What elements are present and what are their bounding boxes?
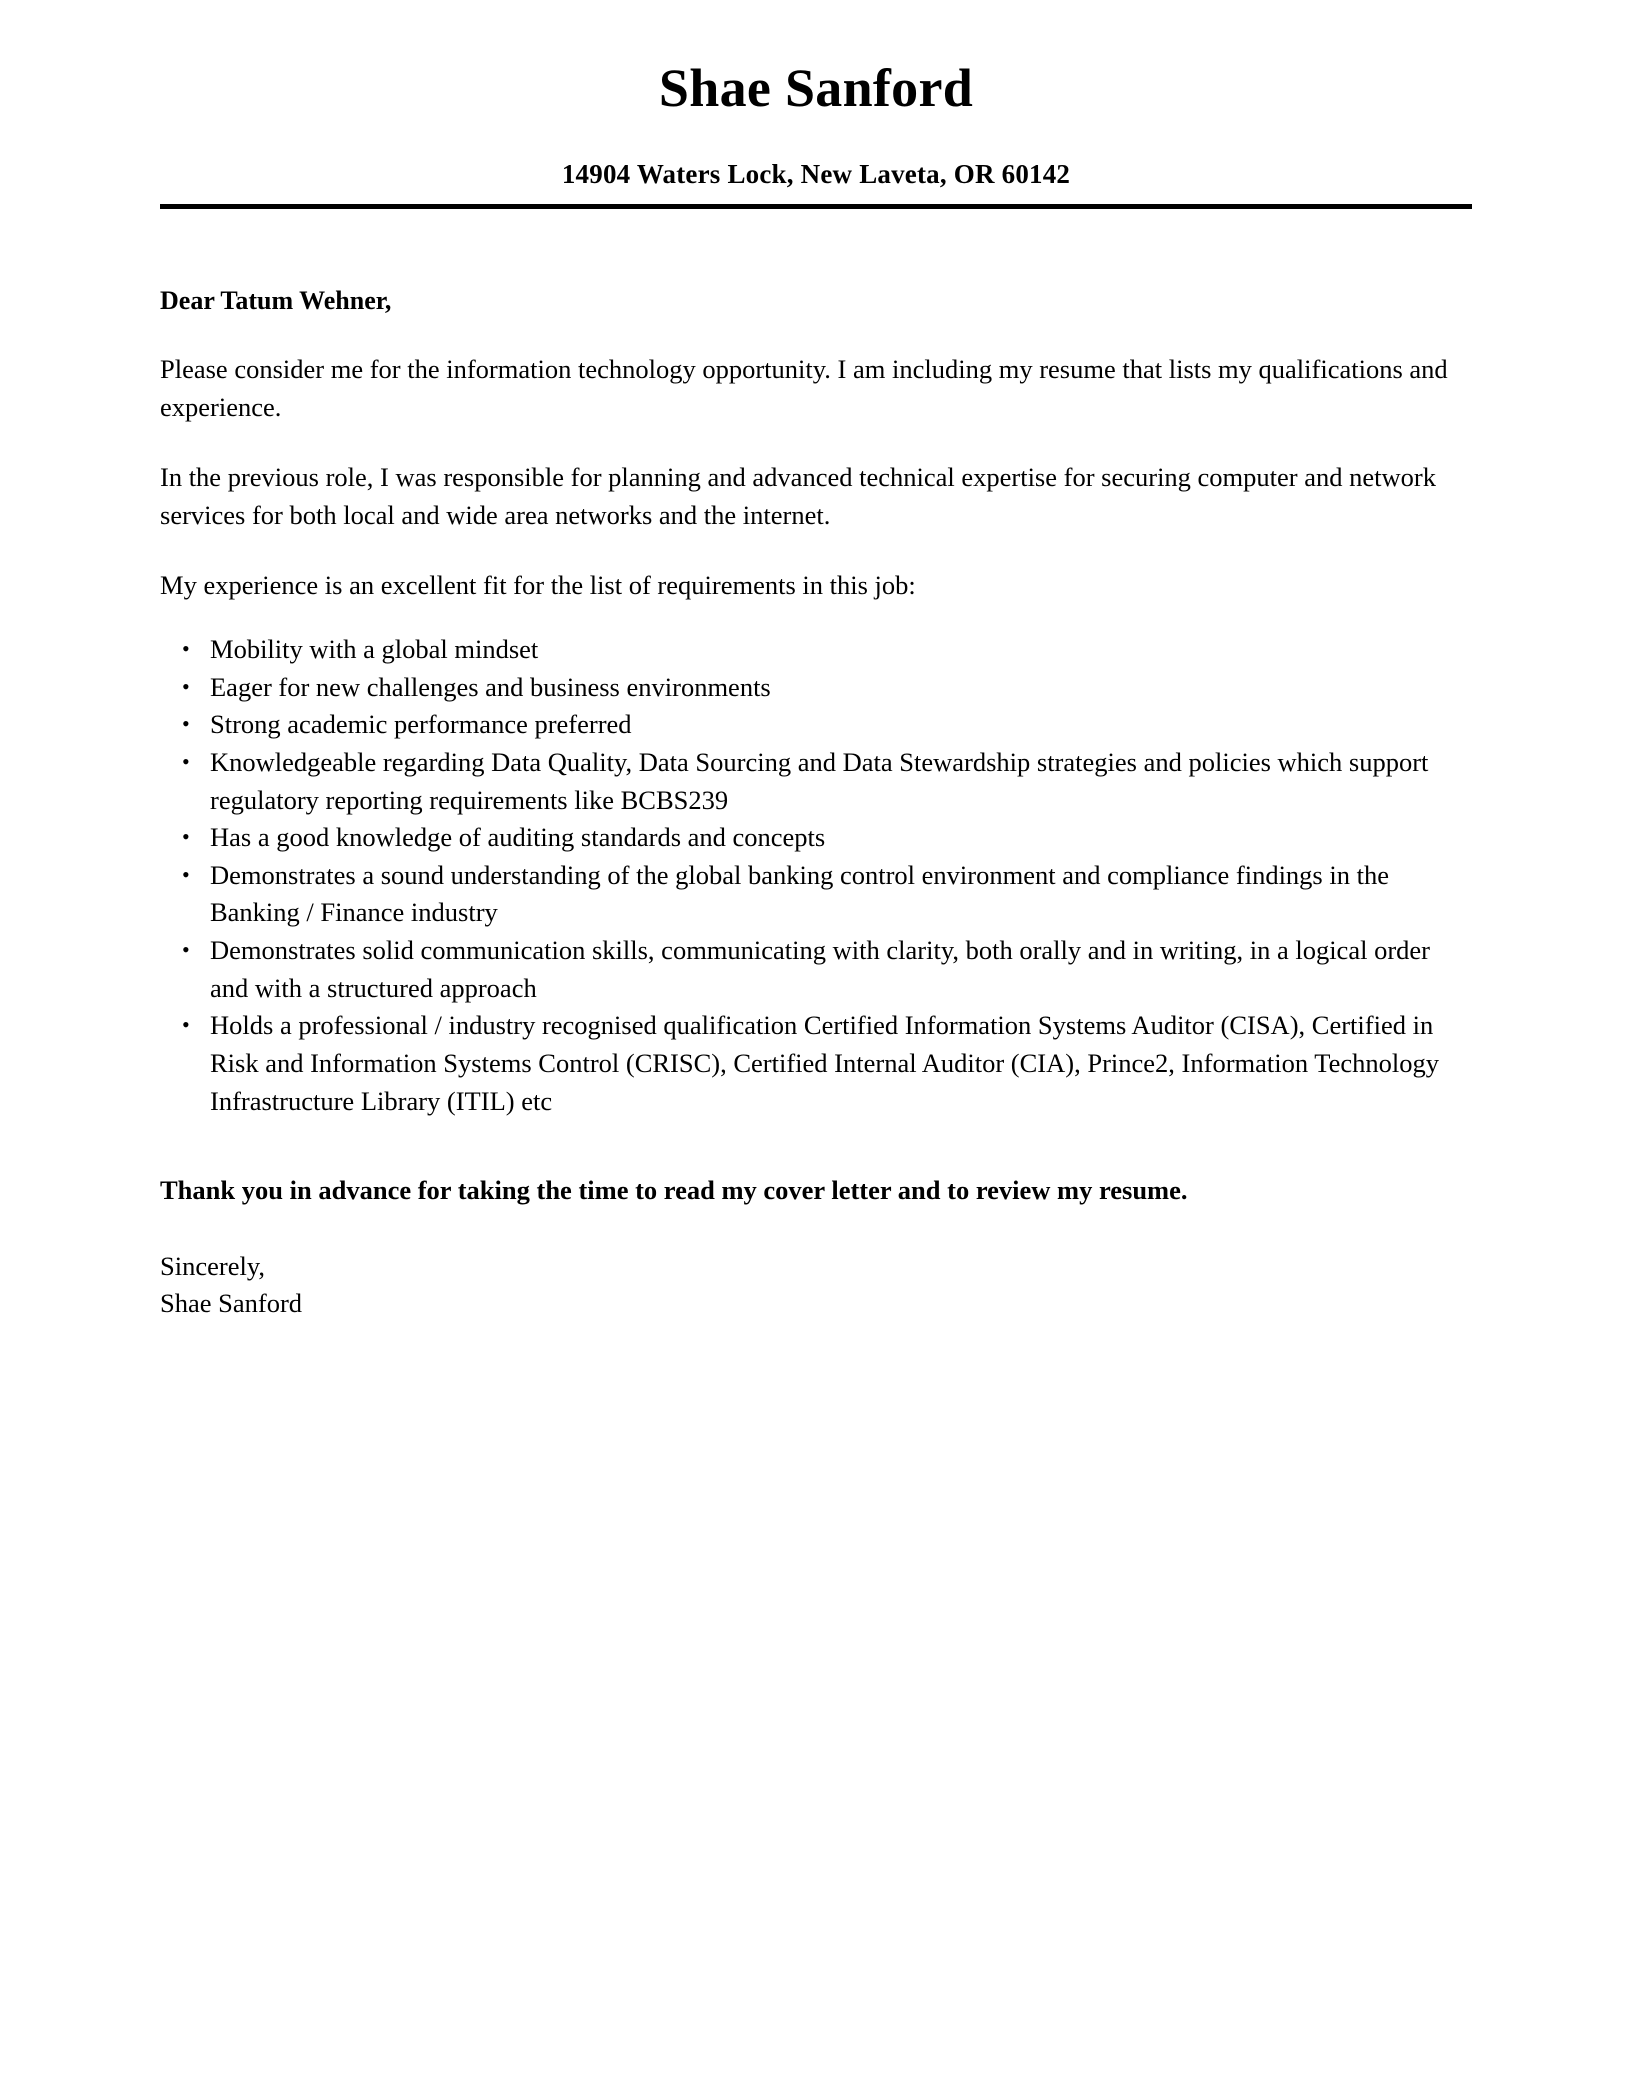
- header-divider: [160, 204, 1472, 209]
- letterhead: [160, 52, 1472, 209]
- paragraph-experience: In the previous role, I was responsible for planning and advanced technical expertise for securing computer and network services for both local and wide area networks and the internet.: [160, 462, 1436, 530]
- list-item: • Demonstrates solid communication skills, communicating with clarity, both orally and in writing, in a logical order and with a structured approach: [160, 932, 1472, 1007]
- salutation: Dear Tatum Wehner,: [160, 285, 392, 315]
- page-title: Shae Sanford: [658, 58, 974, 118]
- letter-body: [160, 283, 1472, 1323]
- list-item: • Has a good knowledge of auditing standards and concepts: [160, 819, 1472, 857]
- list-item: • Strong academic performance preferred: [160, 706, 1472, 744]
- signature-block: [160, 1248, 1472, 1323]
- list-item: • Holds a professional / industry recognised qualification Certified Information Systems Auditor (CISA), Certified in Risk and Information Systems Control (CRISC), Certified Internal Auditor (CIA), Prince2, Information Technology Infrastructure Library (ITIL) etc: [160, 1007, 1472, 1120]
- list-item: • Demonstrates a sound understanding of the global banking control environment and compliance findings in the Banking / Finance industry: [160, 857, 1472, 932]
- paragraph-fit: My experience is an excellent fit for the list of requirements in this job:: [160, 570, 916, 601]
- list-item: • Knowledgeable regarding Data Quality, Data Sourcing and Data Stewardship strategies and policies which support regulatory reporting requirements like BCBS239: [160, 744, 1472, 819]
- address-line: 14904 Waters Lock, New Laveta, OR 60142: [561, 159, 1071, 190]
- list-item: • Eager for new challenges and business environments: [160, 669, 1472, 707]
- requirements-list: [160, 631, 1472, 1120]
- paragraph-intro: Please consider me for the information technology opportunity. I am including my resume that lists my qualifications and experience.: [160, 353, 1448, 422]
- signature-name: Shae Sanford: [160, 1288, 303, 1319]
- thank-you-statement: Thank you in advance for taking the time to read my cover letter and to review my resume.: [160, 1175, 1188, 1206]
- list-item: • Mobility with a global mindset: [160, 631, 1472, 669]
- sign-off-text: Sincerely,: [160, 1250, 265, 1281]
